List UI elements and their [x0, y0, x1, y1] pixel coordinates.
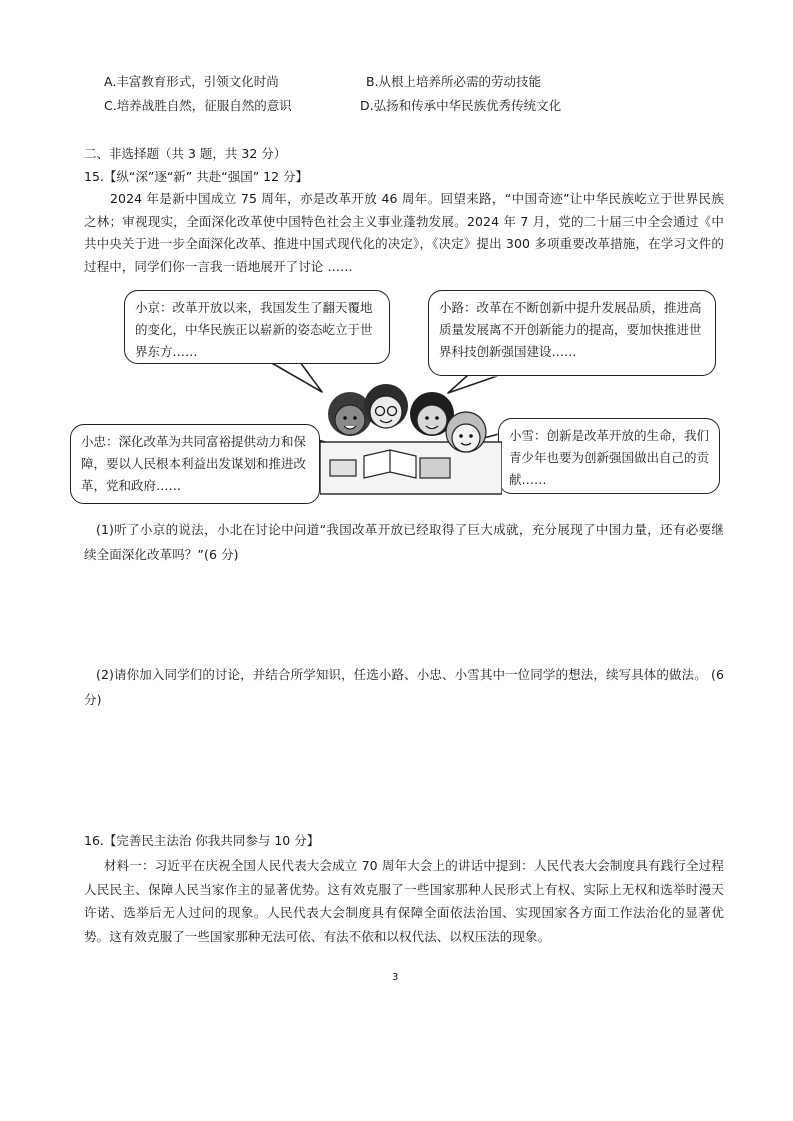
- q15-passage: 2024 年是新中国成立 75 周年，亦是改革开放 46 周年。回望来路，“中国奇迹”让中华民族屹立于世界民族之林；审视现实，全面深化改革使中国特色社会主义事业蓬勃发展。2024 年 7 月，党的二十届三中全会通过《中共中央关于进一步全面深化改革、推进中国式现代化的决定》，《决定》提出 300 多项重要改革措施，在学习文件的过程中，同学们你一言我一语地展开了讨论 ……: [84, 191, 724, 274]
- q16-title: 16.【完善民主法治 你我共同参与 10 分】: [84, 833, 320, 848]
- option-c: C.培养战胜自然，征服自然的意识: [104, 98, 292, 113]
- students-illustration: [320, 380, 502, 498]
- option-a: A.丰富教育形式，引领文化时尚: [104, 74, 279, 89]
- q16-material: 材料一：习近平在庆祝全国人民代表大会成立 70 周年大会上的讲话中提到：人民代表大会制度具有践行全过程人民民主、保障人民当家作主的显著优势。这有效克服了一些国家那种人民形式上有权、实际上无权和选举时漫天许诺、选举后无人过问的现象。人民代表大会制度具有保障全面依法治国、实现国家各方面工作法治化的显著优势。这有效克服了一些国家那种无法可依、有法不依和以权代法、以权压法的现象。: [84, 858, 724, 944]
- option-b: B.从根上培养所必需的劳动技能: [366, 74, 542, 89]
- bubble-xiaozhong: 小忠：深化改革为共同富裕提供动力和保障，要以人民根本利益出发谋划和推进改革，党和政府……: [70, 424, 320, 504]
- q15-subquestion-2: (2)请你加入同学们的讨论，并结合所学知识，任选小路、小忠、小雪其中一位同学的想法，续写具体的做法。 (6 分): [84, 667, 724, 707]
- bubble-xiaojing: 小京：改革开放以来，我国发生了翻天覆地的变化，中华民族正以崭新的姿态屹立于世界东方……: [124, 290, 390, 364]
- q15-title: 15.【纵“深”逐“新” 共赴“强国” 12 分】: [84, 169, 309, 184]
- option-d: D.弘扬和传承中华民族优秀传统文化: [360, 98, 562, 113]
- section-title: 二、非选择题（共 3 题，共 32 分）: [84, 146, 287, 161]
- bubble-xiaolu: 小路：改革在不断创新中提升发展品质，推进高质量发展离不开创新能力的提高，要加快推进世界科技创新强国建设……: [428, 290, 716, 376]
- page-number: 3: [392, 972, 399, 983]
- bubble-xiaoxue: 小雪：创新是改革开放的生命，我们青少年也要为创新强国做出自己的贡献……: [498, 418, 720, 494]
- q15-subquestion-1: (1)听了小京的说法，小北在讨论中问道“我国改革开放已经取得了巨大成就，充分展现了中国力量，还有必要继续全面深化改革吗？”(6 分): [84, 522, 724, 562]
